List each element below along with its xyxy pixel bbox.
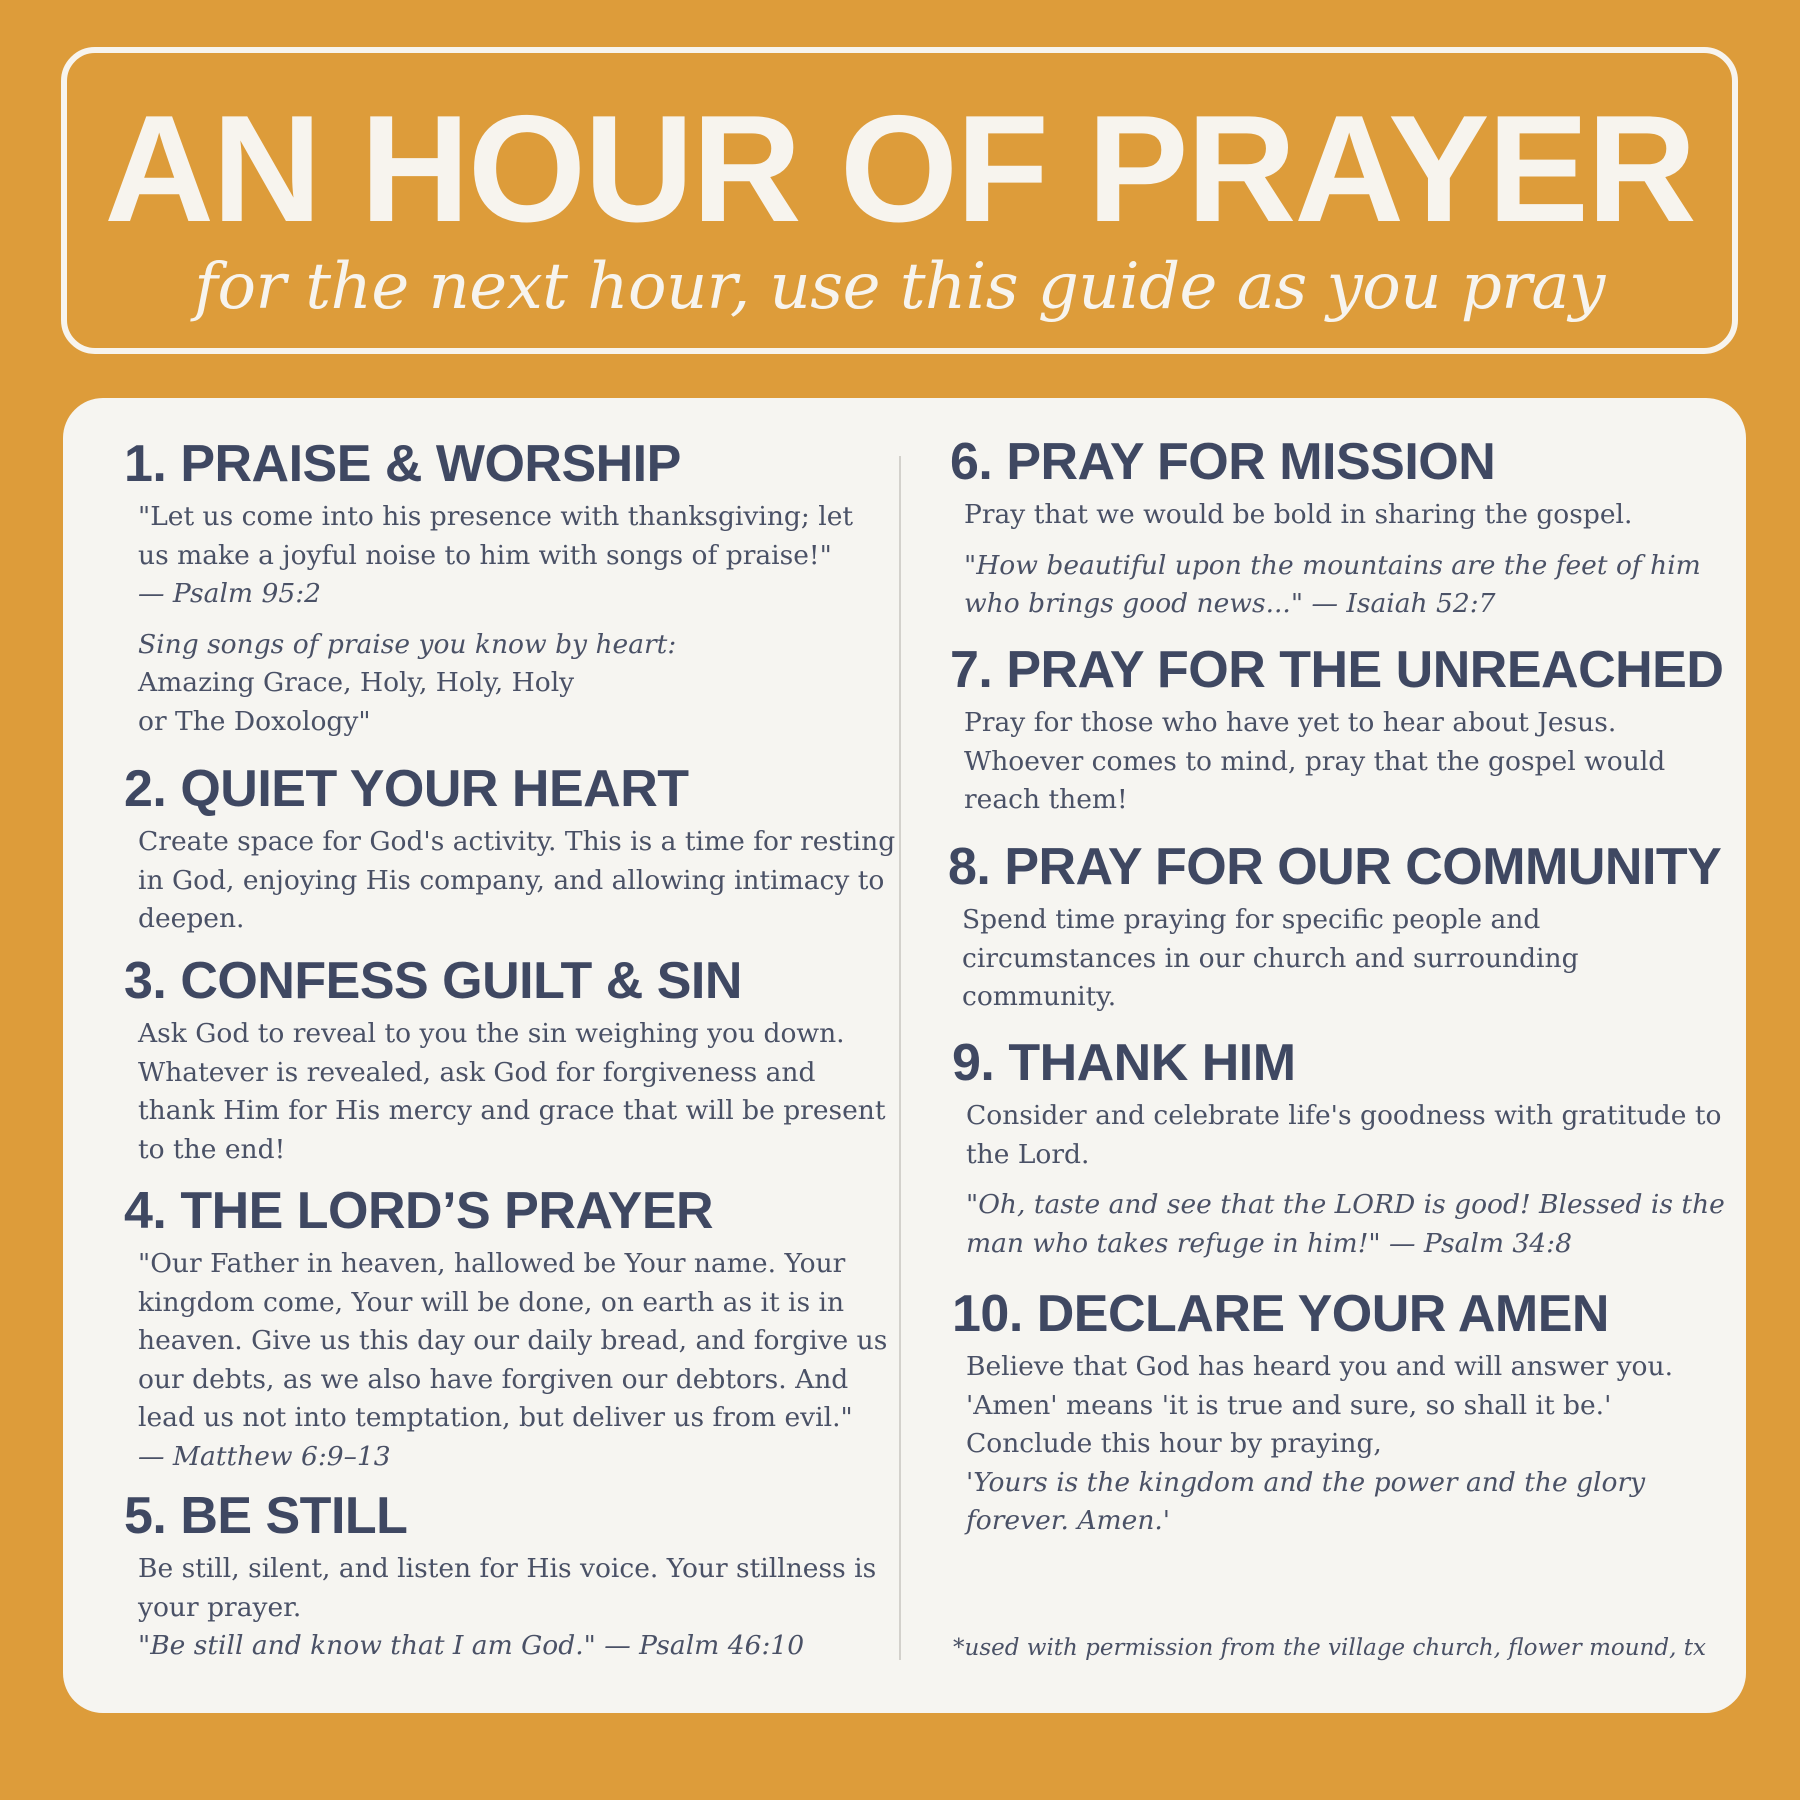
body-line: reach them!	[964, 784, 1128, 815]
body-line: community.	[962, 981, 1117, 1012]
body-line: Pray for those who have yet to hear about Jesus.	[964, 707, 1617, 738]
closing-prayer: 'Yours is the kingdom and the power and the glory	[966, 1466, 1646, 1498]
body-line: or The Doxology"	[138, 705, 371, 737]
section-quiet-heart	[124, 760, 896, 939]
body-line: Pray that we would be bold in sharing the gospel.	[964, 499, 1633, 530]
scripture-quote: "Be still and know that I am God." — Psalm 46:10	[138, 1630, 805, 1661]
body-line: Spend time praying for specific people and	[962, 904, 1541, 935]
body-line: Create space for God's activity. This is a time for resting	[138, 826, 896, 857]
scripture-quote: who brings good news..." — Isaiah 52:7	[964, 588, 1496, 619]
section-body	[964, 496, 1701, 624]
section-title: 3. CONFESS GUILT & SIN	[124, 952, 742, 1010]
section-body	[138, 1550, 876, 1666]
section-body	[966, 1348, 1673, 1541]
section-mission	[950, 433, 1701, 624]
body-line: Whatever is revealed, ask God for forgiveness and	[138, 1056, 816, 1088]
scripture-quote: "Oh, taste and see that the LORD is good! Blessed is the	[966, 1189, 1725, 1220]
scripture-quote: man who takes refuge in him!" — Psalm 34:8	[966, 1227, 1572, 1259]
section-body	[964, 704, 1723, 820]
body-line: to the end!	[138, 1133, 286, 1165]
section-body	[138, 498, 853, 741]
body-line: Consider and celebrate life's goodness with gratitude to	[966, 1100, 1722, 1131]
body-line: your prayer.	[138, 1591, 302, 1623]
body-line: "Let us come into his presence with thanksgiving; let	[138, 501, 854, 532]
page-subtitle: for the next hour, use this guide as you pray	[194, 250, 1605, 324]
section-body	[966, 1097, 1725, 1263]
section-lords-prayer	[124, 1182, 888, 1476]
section-title: 8. PRAY FOR OUR COMMUNITY	[948, 838, 1722, 896]
section-amen	[952, 1285, 1673, 1541]
scripture-reference: — Matthew 6:9–13	[138, 1440, 391, 1472]
closing-prayer: forever. Amen.'	[966, 1505, 1171, 1536]
section-title: 7. PRAY FOR THE UNREACHED	[950, 641, 1724, 699]
body-line: Whoever comes to mind, pray that the gospel would	[964, 745, 1666, 777]
body-line: us make a joyful noise to him with songs of praise!"	[138, 539, 832, 571]
body-line: lead us not into temptation, but deliver us from evil."	[138, 1402, 853, 1433]
body-line: Sing songs of praise you know by heart:	[138, 628, 677, 660]
section-body	[138, 823, 895, 939]
section-title: 2. QUIET YOUR HEART	[124, 760, 689, 818]
section-title: 6. PRAY FOR MISSION	[950, 433, 1496, 491]
section-title: 10. DECLARE YOUR AMEN	[952, 1285, 1609, 1343]
section-body	[962, 901, 1721, 1017]
body-line: Conclude this hour by praying,	[966, 1428, 1382, 1459]
column-divider	[899, 456, 901, 1660]
scripture-quote: "How beautiful upon the mountains are the feet of him	[964, 549, 1701, 581]
body-line: Believe that God has heard you and will answer you.	[966, 1351, 1673, 1382]
body-line: 'Amen' means 'it is true and sure, so shall it be.'	[966, 1389, 1612, 1421]
body-line: in God, enjoying His company, and allowing intimacy to	[138, 864, 885, 896]
section-title: 5. BE STILL	[124, 1487, 408, 1545]
body-line: kingdom come, Your will be done, on earth as it is in	[138, 1286, 845, 1318]
body-line: "Our Father in heaven, hallowed be Your name. Your	[138, 1248, 846, 1279]
section-title: 4. THE LORD’S PRAYER	[124, 1182, 714, 1240]
page-title: AN HOUR OF PRAYER	[104, 84, 1695, 254]
section-be-still	[124, 1487, 877, 1666]
body-line: Be still, silent, and listen for His voice. Your stillness is	[138, 1553, 877, 1584]
scripture-reference: — Psalm 95:2	[138, 578, 321, 609]
body-line: deepen.	[138, 903, 245, 934]
section-title: 1. PRAISE & WORSHIP	[124, 435, 681, 493]
section-body	[138, 1015, 886, 1169]
body-line: heaven. Give us this day our daily bread, and forgive us	[138, 1325, 888, 1356]
section-title: 9. THANK HIM	[952, 1034, 1296, 1092]
body-line: thank Him for His mercy and grace that will be present	[138, 1095, 886, 1126]
section-confess	[124, 952, 886, 1169]
section-body	[138, 1245, 887, 1476]
body-line: circumstances in our church and surrounding	[962, 942, 1579, 974]
body-line: our debts, as we also have forgiven our debtors. And	[138, 1363, 849, 1395]
body-line: Ask God to reveal to you the sin weighing you down.	[138, 1018, 845, 1049]
body-line: the Lord.	[966, 1138, 1090, 1170]
section-unreached	[950, 641, 1724, 820]
body-line: Amazing Grace, Holy, Holy, Holy	[138, 667, 575, 698]
section-praise-worship	[124, 435, 854, 741]
footnote: *used with permission from the village church, flower mound, tx	[953, 1635, 1706, 1661]
section-community	[948, 838, 1722, 1017]
section-thank-him	[952, 1034, 1725, 1263]
header-banner	[61, 47, 1738, 354]
